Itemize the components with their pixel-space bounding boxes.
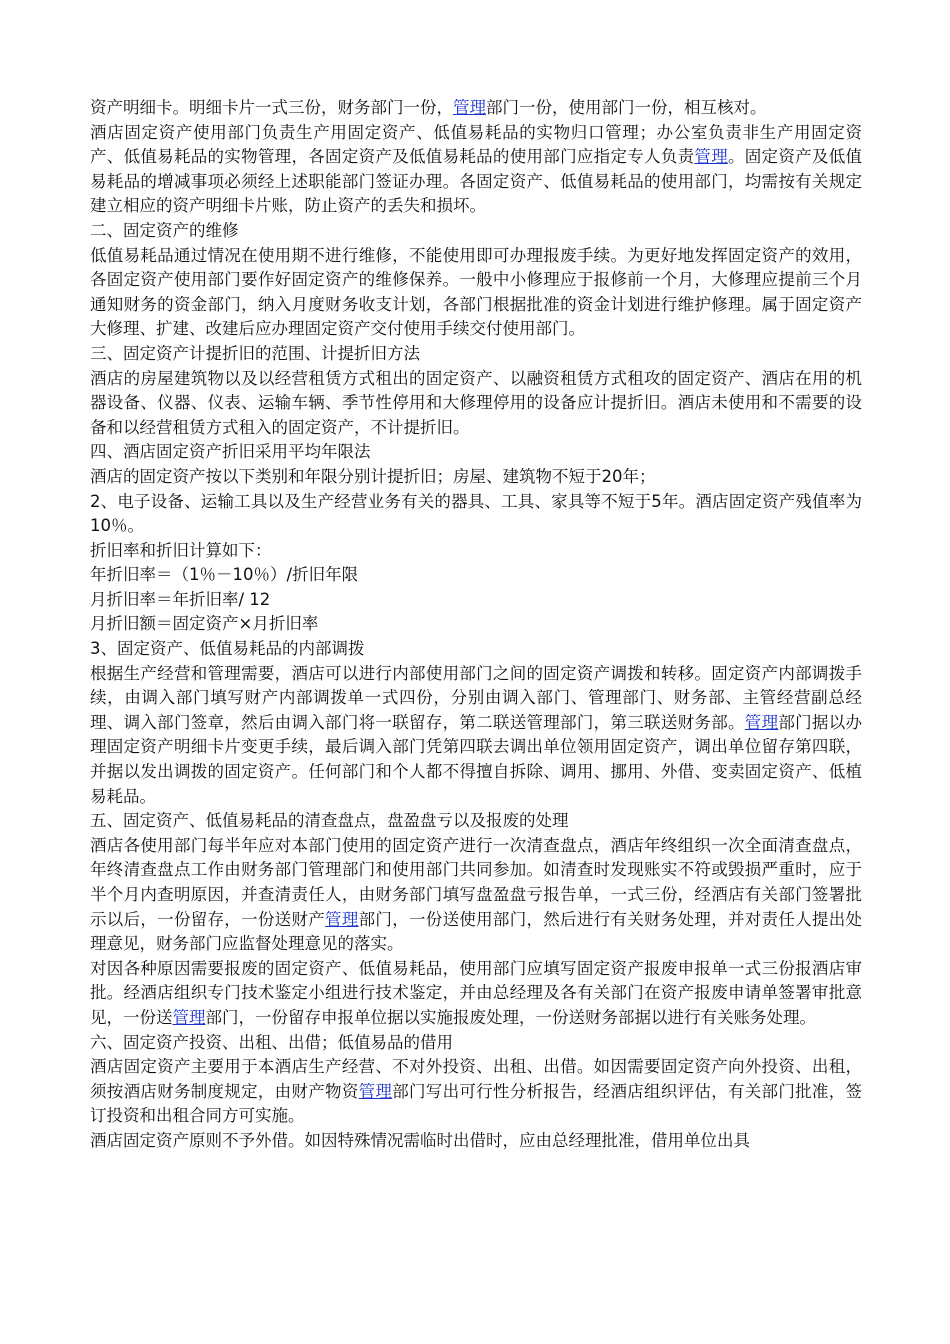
paragraph-text: 部门，一份留存申报单位据以实施报废处理，一份送财务部据以进行有关账务处理。 <box>205 1007 816 1027</box>
paragraph-text: 部门一份，使用部门一份，相互核对。 <box>486 98 767 117</box>
paragraph <box>90 957 862 1031</box>
paragraph-text: ％。 <box>111 516 144 536</box>
paragraph-text: 根据生产经营和管理需要，酒店可以进行内部使用部门之间的固定资产调拨和转移。固定资产内部调拨手续，由调入部门填写财产内部调拨单一式四份，分别由调入部门、管理部门、财务部、主管经营副总经理、调入部门签章，然后由调入部门将一联留存，第二联送管理部门，第三联送财务部。 <box>90 663 862 732</box>
paragraph <box>90 1031 862 1056</box>
paragraph <box>90 490 862 539</box>
paragraph <box>90 834 862 957</box>
paragraph <box>90 539 862 564</box>
paragraph-text: 酒店各使用部门每半年应对本部门使用的固定资产进行一次清查盘点，酒店年终组织一次全面清查盘点，年终清查盘点工作由财务部门管理部门和使用部门共同参加。如清查时发现账实不符或毁损严重时，应于半个月内查明原因，并查清责任人，由财务部门填写盘盈盘亏报告单，一式三份，经酒店有关部门签署批示以后，一份留存，一份送财产 <box>90 835 862 929</box>
paragraph-text: 五、固定资产、低值易耗品的清查盘点，盘盈盘亏以及报废的处理 <box>90 811 569 831</box>
paragraph-text: 月折旧率 <box>252 614 319 634</box>
paragraph-text: 、固定资产、低值易耗品的内部调拨 <box>100 639 365 659</box>
paragraph-text: 酒店固定资产使用部门负责生产用固定资产、低值易耗品的实物归口管理；办公室负责非生产用固定资产、低值易耗品的实物管理，各固定资产及低值易耗品的使用部门应指定专人负责 <box>90 122 862 167</box>
paragraph <box>90 637 862 662</box>
paragraph-text: 月折旧额＝固定资产 <box>90 614 239 634</box>
paragraph-text: 年； <box>622 466 656 486</box>
numeric-text: 5 <box>651 491 662 511</box>
keyword-link[interactable]: 管理 <box>694 147 728 167</box>
paragraph <box>90 465 862 490</box>
paragraph <box>90 612 862 637</box>
numeric-text: 10 <box>90 516 111 536</box>
paragraph <box>90 1129 862 1154</box>
paragraph <box>90 244 862 342</box>
keyword-link[interactable]: 管理 <box>744 712 779 732</box>
paragraph-text: ％－ <box>199 565 233 585</box>
paragraph <box>90 440 862 465</box>
paragraph-text: 酒店的房屋建筑物以及以经营租赁方式租出的固定资产、以融资租赁方式租攻的固定资产、酒店在用的机器设备、仪器、仪表、运输车辆、季节性停用和大修理停用的设备应计提折旧。酒店未使用和不需要的设备和以经营租赁方式租入的固定资产，不计提折旧。 <box>90 368 862 437</box>
keyword-link[interactable]: 管理 <box>325 909 359 929</box>
paragraph-text: 部门，一份送使用部门，然后进行有关财务处理，并对责任人提出处理意见，财务部门应监督处理意见的落实。 <box>90 909 863 954</box>
paragraph <box>90 563 862 588</box>
paragraph-text: 酒店固定资产主要用于本酒店生产经营、不对外投资、出租、出借。如因需要固定资产向外投资、出租，须按酒店财务制度规定，由财产物资 <box>90 1057 862 1101</box>
paragraph <box>90 219 862 244</box>
paragraph-text: 酒店固定资产原则不予外借。如因特殊情况需临时出借时，应由总经理批准，借用单位出具 <box>90 1130 750 1150</box>
paragraph-text: ％） <box>253 565 287 585</box>
paragraph-text: 年。酒店固定资产残值率为 <box>661 491 863 511</box>
paragraph <box>90 588 862 613</box>
paragraph <box>90 96 862 121</box>
paragraph-text: 年折旧率＝（ <box>90 565 189 585</box>
paragraph <box>90 342 862 367</box>
paragraph-text: 资产明细卡。明细卡片一式三份，财务部门一份， <box>90 98 453 117</box>
paragraph-text: 低值易耗品通过情况在使用期不进行维修，不能使用即可办理报废手续。为更好地发挥固定资产的效用，各固定资产使用部门要作好固定资产的维修保养。一般中小修理应于报修前一个月，大修理应提前三个月通知财务的资金部门，纳入月度财务收支计划，各部门根据批准的资金计划进行维护修理。属于固定资产大修理、扩建、改建后应办理固定资产交付使用手续交付使用部门。 <box>90 245 862 339</box>
numeric-text: 3 <box>90 639 101 659</box>
paragraph-text: 酒店的固定资产按以下类别和年限分别计提折旧；房屋、建筑物不短于 <box>90 466 602 486</box>
numeric-text: 20 <box>601 466 623 486</box>
numeric-text: / <box>286 565 293 585</box>
paragraph-text: 折旧率和折旧计算如下： <box>90 540 272 560</box>
document-page <box>90 96 862 1154</box>
paragraph-text: 折旧年限 <box>292 565 359 585</box>
paragraph <box>90 662 862 810</box>
keyword-link[interactable]: 管理 <box>453 98 486 117</box>
paragraph <box>90 121 862 219</box>
paragraph <box>90 367 862 441</box>
paragraph-text: 二、固定资产的维修 <box>90 220 239 240</box>
paragraph-text: 部门写出可行性分析报告，经酒店组织评估，有关部门批准，签订投资和出租合同方可实施。 <box>90 1081 863 1126</box>
paragraph-text: 月折旧率＝年折旧率 <box>90 589 239 609</box>
paragraph-text: 三、固定资产计提折旧的范围、计提折旧方法 <box>90 343 420 363</box>
paragraph <box>90 809 862 834</box>
numeric-text: / 12 <box>238 589 271 609</box>
keyword-link[interactable]: 管理 <box>358 1081 393 1101</box>
paragraph-text: 四、酒店固定资产折旧采用平均年限法 <box>90 442 371 462</box>
paragraph <box>90 1055 862 1129</box>
keyword-link[interactable]: 管理 <box>172 1007 206 1027</box>
numeric-text: 2 <box>90 491 101 511</box>
paragraph-text: 部门据以办理固定资产明细卡片变更手续，最后调入部门凭第四联去调出单位领用固定资产，调出单位留存第四联，并据以发出调拨的固定资产。任何部门和个人都不得擅自拆除、调用、挪用、外借、变卖固定资产、低植易耗品。 <box>90 712 863 806</box>
paragraph-text: 、电子设备、运输工具以及生产经营业务有关的器具、工具、家具等不短于 <box>100 491 652 511</box>
numeric-text: × <box>238 614 253 634</box>
numeric-text: 1 <box>189 565 200 585</box>
paragraph-text: 对因各种原因需要报废的固定资产、低值易耗品，使用部门应填写固定资产报废申报单一式三份报酒店审批。经酒店组织专门技术鉴定小组进行技术鉴定，并由总经理及各有关部门在资产报废申请单签署审批意见，一份送 <box>90 958 862 1027</box>
paragraph-text: 六、固定资产投资、出租、出借；低值易品的借用 <box>90 1032 453 1052</box>
paragraph-text: 。固定资产及低值易耗品的增减事项必须经上述职能部门签证办理。各固定资产、低值易耗品的使用部门，均需按有关规定建立相应的资产明细卡片账，防止资产的丢失和损坏。 <box>90 147 863 216</box>
numeric-text: 10 <box>232 565 254 585</box>
